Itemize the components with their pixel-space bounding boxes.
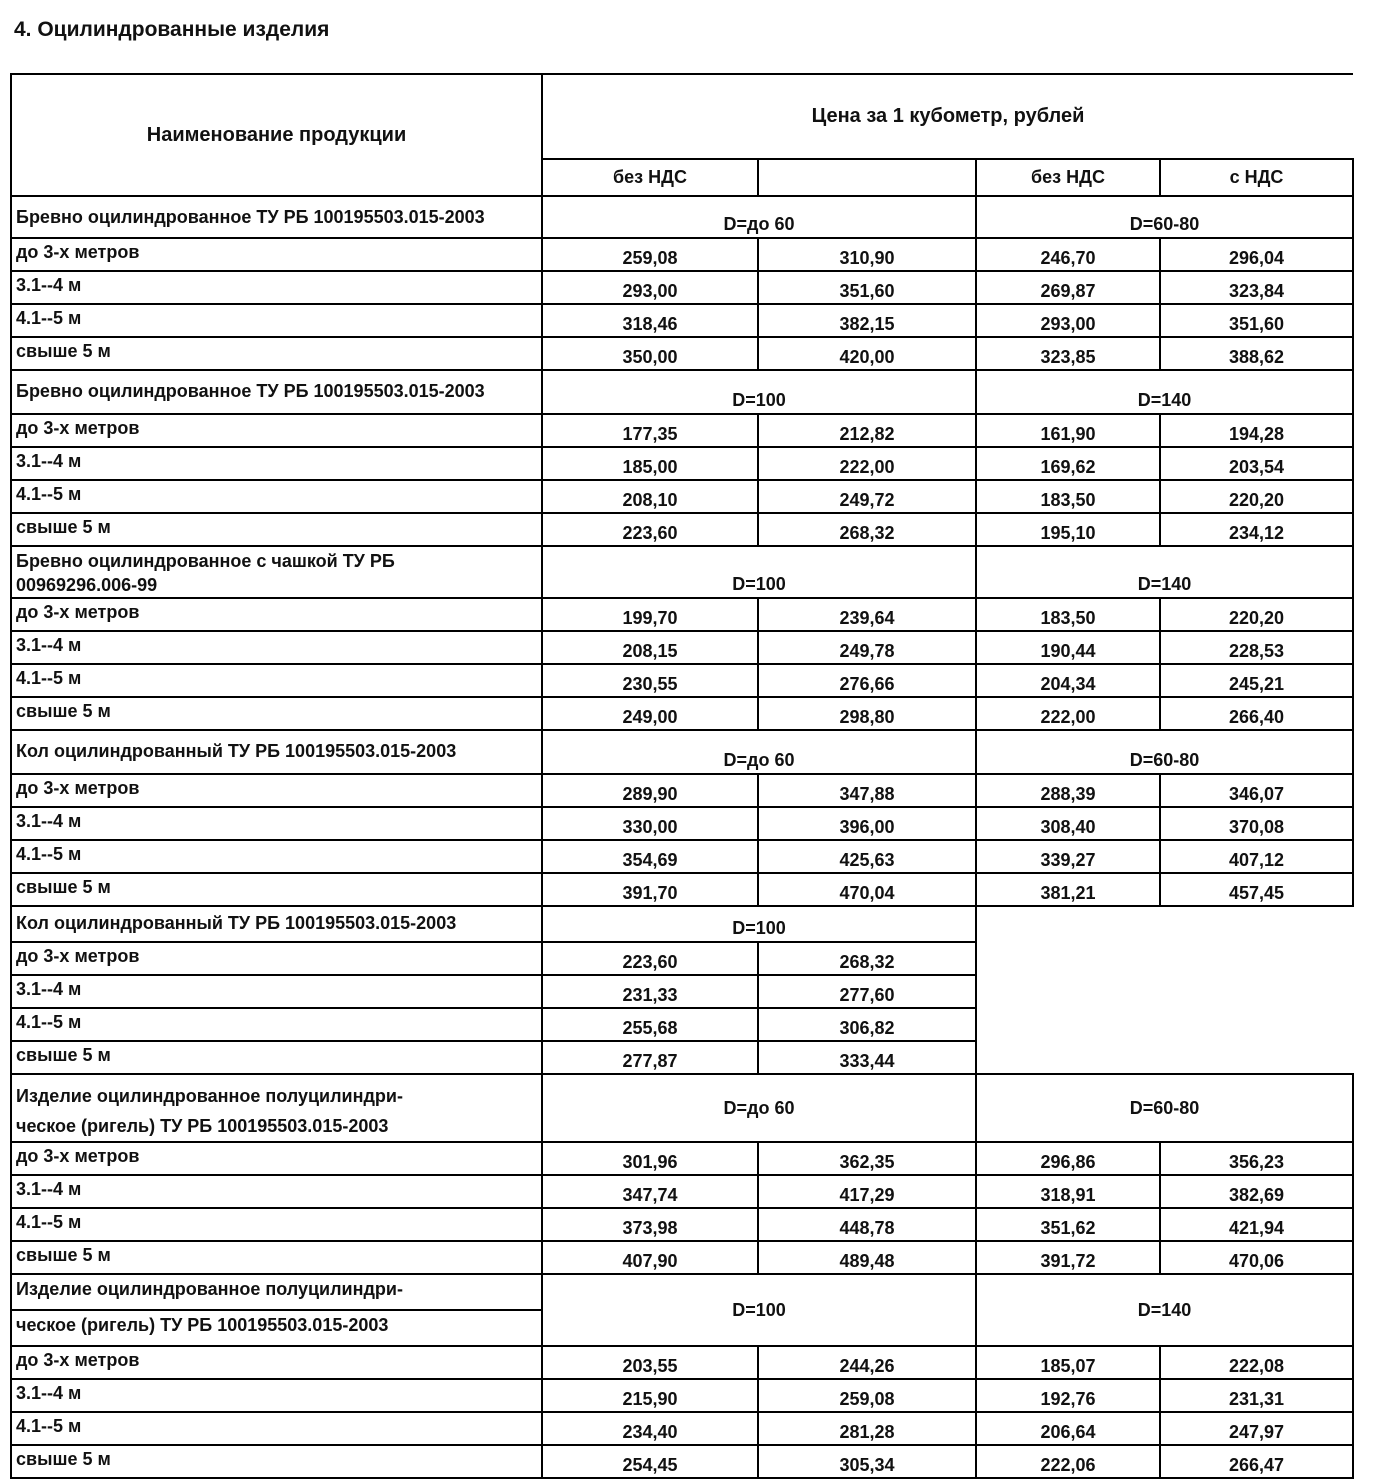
price-cell: 354,69	[542, 840, 758, 873]
length-label: 3.1--4 м	[11, 975, 542, 1008]
length-label: 3.1--4 м	[11, 1379, 542, 1412]
price-cell: 247,97	[1160, 1412, 1353, 1445]
length-label: до 3-х метров	[11, 238, 542, 271]
price-cell: 407,12	[1160, 840, 1353, 873]
length-label: 3.1--4 м	[11, 1175, 542, 1208]
price-cell: 347,74	[542, 1175, 758, 1208]
length-label: до 3-х метров	[11, 1346, 542, 1379]
length-label: свыше 5 м	[11, 1041, 542, 1074]
price-cell: 161,90	[976, 414, 1160, 447]
price-cell: 351,60	[1160, 304, 1353, 337]
price-cell: 254,45	[542, 1445, 758, 1478]
price-cell: 281,28	[758, 1412, 976, 1445]
group-name	[11, 1074, 542, 1142]
price-cell: 306,82	[758, 1008, 976, 1041]
price-cell: 246,70	[976, 238, 1160, 271]
length-label: свыше 5 м	[11, 1241, 542, 1274]
diameter-label: D=60-80	[976, 1074, 1353, 1142]
price-cell: 457,45	[1160, 873, 1353, 906]
group-name-line: Бревно оцилиндрованное с чашкой ТУ РБ	[16, 551, 395, 571]
group-name: Бревно оцилиндрованное ТУ РБ 100195503.015-2003	[11, 196, 542, 238]
price-cell: 391,70	[542, 873, 758, 906]
price-cell: 350,00	[542, 337, 758, 370]
price-cell: 195,10	[976, 513, 1160, 546]
price-cell: 239,64	[758, 598, 976, 631]
price-cell: 356,23	[1160, 1142, 1353, 1175]
price-cell: 333,44	[758, 1041, 976, 1074]
price-cell: 208,15	[542, 631, 758, 664]
length-label: 4.1--5 м	[11, 480, 542, 513]
length-label: 3.1--4 м	[11, 271, 542, 304]
price-cell: 203,54	[1160, 447, 1353, 480]
price-cell: 215,90	[542, 1379, 758, 1412]
length-label: 3.1--4 м	[11, 447, 542, 480]
price-cell: 289,90	[542, 774, 758, 807]
price-cell: 396,00	[758, 807, 976, 840]
diameter-label: D=140	[976, 370, 1353, 414]
price-cell: 339,27	[976, 840, 1160, 873]
price-cell: 223,60	[542, 942, 758, 975]
price-cell: 323,84	[1160, 271, 1353, 304]
price-cell: 185,07	[976, 1346, 1160, 1379]
price-cell: 208,10	[542, 480, 758, 513]
price-cell: 296,86	[976, 1142, 1160, 1175]
price-cell: 206,64	[976, 1412, 1160, 1445]
page-title: 4. Оцилиндрованные изделия	[14, 18, 330, 41]
group-name: Кол оцилиндрованный ТУ РБ 100195503.015-2003	[11, 906, 542, 942]
price-cell: 222,06	[976, 1445, 1160, 1478]
length-label: свыше 5 м	[11, 337, 542, 370]
header-sub-col	[758, 159, 976, 196]
length-label: до 3-х метров	[11, 1142, 542, 1175]
price-cell: 382,15	[758, 304, 976, 337]
price-cell: 220,20	[1160, 598, 1353, 631]
price-cell: 245,21	[1160, 664, 1353, 697]
price-cell: 293,00	[976, 304, 1160, 337]
price-cell: 277,87	[542, 1041, 758, 1074]
price-cell: 204,34	[976, 664, 1160, 697]
price-cell: 346,07	[1160, 774, 1353, 807]
empty-cell	[976, 906, 1353, 1074]
price-cell: 249,00	[542, 697, 758, 730]
length-label: до 3-х метров	[11, 414, 542, 447]
price-cell: 234,40	[542, 1412, 758, 1445]
price-cell: 249,78	[758, 631, 976, 664]
price-cell: 266,40	[1160, 697, 1353, 730]
length-label: до 3-х метров	[11, 942, 542, 975]
price-cell: 296,04	[1160, 238, 1353, 271]
diameter-label: D=60-80	[976, 730, 1353, 774]
group-name-line: ческое (ригель) ТУ РБ 100195503.015-2003	[11, 1310, 542, 1346]
group-name	[11, 546, 542, 598]
price-cell: 183,50	[976, 598, 1160, 631]
price-cell: 231,31	[1160, 1379, 1353, 1412]
price-cell: 407,90	[542, 1241, 758, 1274]
price-cell: 269,87	[976, 271, 1160, 304]
price-cell: 370,08	[1160, 807, 1353, 840]
price-cell: 220,20	[1160, 480, 1353, 513]
price-cell: 362,35	[758, 1142, 976, 1175]
price-cell: 318,91	[976, 1175, 1160, 1208]
price-cell: 228,53	[1160, 631, 1353, 664]
price-cell: 373,98	[542, 1208, 758, 1241]
length-label: до 3-х метров	[11, 598, 542, 631]
group-name-line: 00969296.006-99	[16, 575, 158, 595]
price-cell: 391,72	[976, 1241, 1160, 1274]
price-table	[10, 73, 1354, 1479]
price-cell: 323,85	[976, 337, 1160, 370]
length-label: 4.1--5 м	[11, 664, 542, 697]
group-name-line: Изделие оцилиндрованное полуцилиндри-	[16, 1086, 403, 1106]
price-cell: 223,60	[542, 513, 758, 546]
price-cell: 421,94	[1160, 1208, 1353, 1241]
price-cell: 388,62	[1160, 337, 1353, 370]
price-cell: 308,40	[976, 807, 1160, 840]
length-label: свыше 5 м	[11, 513, 542, 546]
price-cell: 277,60	[758, 975, 976, 1008]
diameter-label: D=60-80	[976, 196, 1353, 238]
price-cell: 177,35	[542, 414, 758, 447]
price-cell: 192,76	[976, 1379, 1160, 1412]
price-cell: 276,66	[758, 664, 976, 697]
price-cell: 212,82	[758, 414, 976, 447]
price-cell: 259,08	[758, 1379, 976, 1412]
header-sub-col: без НДС	[976, 159, 1160, 196]
price-cell: 190,44	[976, 631, 1160, 664]
price-cell: 222,08	[1160, 1346, 1353, 1379]
price-cell: 244,26	[758, 1346, 976, 1379]
price-cell: 194,28	[1160, 414, 1353, 447]
price-cell: 330,00	[542, 807, 758, 840]
length-label: свыше 5 м	[11, 697, 542, 730]
price-cell: 347,88	[758, 774, 976, 807]
price-cell: 199,70	[542, 598, 758, 631]
price-cell: 222,00	[758, 447, 976, 480]
price-cell: 318,46	[542, 304, 758, 337]
price-cell: 234,12	[1160, 513, 1353, 546]
diameter-label: D=100	[542, 546, 976, 598]
price-cell: 351,60	[758, 271, 976, 304]
diameter-label: D=до 60	[542, 1074, 976, 1142]
price-cell: 305,34	[758, 1445, 976, 1478]
header-sub-col: без НДС	[542, 159, 758, 196]
price-cell: 470,06	[1160, 1241, 1353, 1274]
header-product-name: Наименование продукции	[11, 74, 542, 196]
price-cell: 268,32	[758, 942, 976, 975]
length-label: 3.1--4 м	[11, 807, 542, 840]
price-cell: 470,04	[758, 873, 976, 906]
header-price-per-cubic-meter: Цена за 1 кубометр, рублей	[542, 74, 1353, 159]
length-label: 4.1--5 м	[11, 1008, 542, 1041]
price-cell: 382,69	[1160, 1175, 1353, 1208]
diameter-label: D=100	[542, 906, 976, 942]
length-label: 3.1--4 м	[11, 631, 542, 664]
price-cell: 293,00	[542, 271, 758, 304]
price-cell: 231,33	[542, 975, 758, 1008]
price-cell: 266,47	[1160, 1445, 1353, 1478]
price-cell: 420,00	[758, 337, 976, 370]
length-label: 4.1--5 м	[11, 304, 542, 337]
diameter-label: D=до 60	[542, 196, 976, 238]
price-cell: 417,29	[758, 1175, 976, 1208]
length-label: 4.1--5 м	[11, 840, 542, 873]
group-name: Бревно оцилиндрованное ТУ РБ 100195503.015-2003	[11, 370, 542, 414]
length-label: 4.1--5 м	[11, 1208, 542, 1241]
diameter-label: D=140	[976, 546, 1353, 598]
price-cell: 169,62	[976, 447, 1160, 480]
price-cell: 268,32	[758, 513, 976, 546]
price-cell: 255,68	[542, 1008, 758, 1041]
price-cell: 185,00	[542, 447, 758, 480]
diameter-label: D=100	[542, 370, 976, 414]
price-cell: 381,21	[976, 873, 1160, 906]
diameter-label: D=до 60	[542, 730, 976, 774]
group-name: Кол оцилиндрованный ТУ РБ 100195503.015-2003	[11, 730, 542, 774]
diameter-label: D=140	[976, 1274, 1353, 1346]
price-cell: 351,62	[976, 1208, 1160, 1241]
price-cell: 425,63	[758, 840, 976, 873]
price-cell: 183,50	[976, 480, 1160, 513]
price-cell: 222,00	[976, 697, 1160, 730]
group-name-line: Изделие оцилиндрованное полуцилиндри-	[11, 1274, 542, 1310]
header-sub-col: с НДС	[1160, 159, 1353, 196]
length-label: свыше 5 м	[11, 1445, 542, 1478]
price-cell: 310,90	[758, 238, 976, 271]
price-cell: 489,48	[758, 1241, 976, 1274]
group-name-line: ческое (ригель) ТУ РБ 100195503.015-2003	[16, 1116, 389, 1136]
length-label: свыше 5 м	[11, 873, 542, 906]
diameter-label: D=100	[542, 1274, 976, 1346]
length-label: 4.1--5 м	[11, 1412, 542, 1445]
price-cell: 203,55	[542, 1346, 758, 1379]
price-cell: 259,08	[542, 238, 758, 271]
price-cell: 448,78	[758, 1208, 976, 1241]
price-cell: 301,96	[542, 1142, 758, 1175]
price-cell: 249,72	[758, 480, 976, 513]
price-cell: 230,55	[542, 664, 758, 697]
length-label: до 3-х метров	[11, 774, 542, 807]
price-cell: 288,39	[976, 774, 1160, 807]
price-cell: 298,80	[758, 697, 976, 730]
